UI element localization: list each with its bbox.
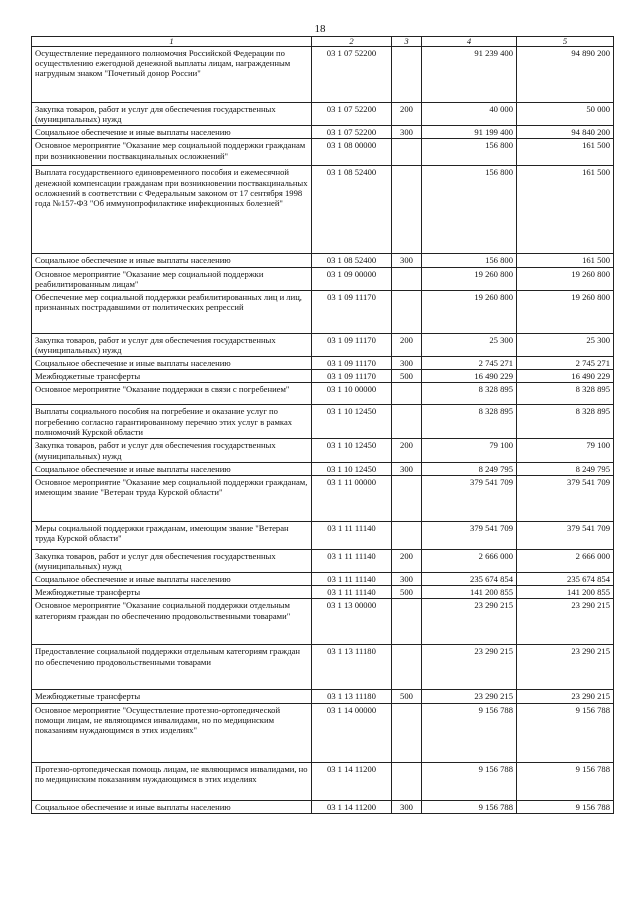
row-name: Предоставление социальной поддержки отдельным категориям граждан по обеспечению продовольственными товарами: [32, 645, 312, 690]
row-expense-type: 300: [392, 573, 422, 586]
row-code: 03 1 14 11200: [312, 762, 392, 800]
row-code: 03 1 11 00000: [312, 475, 392, 521]
column-header-1: 1: [32, 37, 312, 47]
row-value-col4: 8 328 895: [422, 383, 517, 405]
row-expense-type: [392, 383, 422, 405]
table-row: [32, 645, 614, 690]
row-name: Обеспечение мер социальной поддержки реабилитированных лиц и лиц, признанных пострадавшими от политических репрессий: [32, 290, 312, 333]
row-expense-type: 300: [392, 126, 422, 139]
row-value-col4: 40 000: [422, 103, 517, 126]
row-value-col4: 379 541 709: [422, 475, 517, 521]
row-value-col4: 2 666 000: [422, 549, 517, 572]
row-value-col4: 9 156 788: [422, 800, 517, 813]
row-value-col5: 9 156 788: [517, 762, 614, 800]
row-expense-type: 300: [392, 254, 422, 267]
row-expense-type: [392, 139, 422, 166]
row-value-col5: 161 500: [517, 254, 614, 267]
row-name: Социальное обеспечение и иные выплаты населению: [32, 800, 312, 813]
row-value-col5: 79 100: [517, 439, 614, 462]
table-row: [32, 690, 614, 703]
row-name: Основное мероприятие "Оказание мер социальной поддержки реабилитированным лицам": [32, 267, 312, 290]
row-code: 03 1 09 11170: [312, 290, 392, 333]
row-value-col5: 161 500: [517, 139, 614, 166]
row-name: Основное мероприятие "Оказание поддержки в связи с погребением": [32, 383, 312, 405]
table-row: [32, 267, 614, 290]
row-code: 03 1 14 11200: [312, 800, 392, 813]
row-value-col5: 9 156 788: [517, 800, 614, 813]
row-expense-type: 200: [392, 103, 422, 126]
row-value-col5: 19 260 800: [517, 290, 614, 333]
row-name: Меры социальной поддержки гражданам, имеющим звание "Ветеран труда Курской области": [32, 521, 312, 549]
row-value-col5: 8 328 895: [517, 405, 614, 439]
row-value-col4: 19 260 800: [422, 267, 517, 290]
row-value-col5: 161 500: [517, 166, 614, 254]
row-value-col4: 156 800: [422, 254, 517, 267]
row-code: 03 1 09 11170: [312, 370, 392, 383]
row-code: 03 1 09 11170: [312, 333, 392, 356]
row-name: Закупка товаров, работ и услуг для обеспечения государственных (муниципальных) нужд: [32, 103, 312, 126]
row-expense-type: 200: [392, 439, 422, 462]
table-row: [32, 762, 614, 800]
row-value-col5: 94 890 200: [517, 47, 614, 103]
column-number-row: [32, 37, 614, 47]
row-value-col4: 91 239 400: [422, 47, 517, 103]
row-value-col4: 379 541 709: [422, 521, 517, 549]
row-value-col4: 141 200 855: [422, 586, 517, 599]
row-value-col4: 9 156 788: [422, 703, 517, 762]
row-expense-type: 300: [392, 357, 422, 370]
row-name: Межбюджетные трансферты: [32, 370, 312, 383]
row-code: 03 1 07 52200: [312, 103, 392, 126]
row-value-col4: 8 328 895: [422, 405, 517, 439]
row-expense-type: [392, 645, 422, 690]
row-code: 03 1 10 00000: [312, 383, 392, 405]
row-name: Социальное обеспечение и иные выплаты населению: [32, 126, 312, 139]
row-name: Выплаты социального пособия на погребение и оказание услуг по погребению согласно гарантированному перечню этих услуг в рамках полномочий Курской области: [32, 405, 312, 439]
table-row: [32, 549, 614, 572]
table-row: [32, 383, 614, 405]
row-expense-type: [392, 290, 422, 333]
row-value-col4: 156 800: [422, 166, 517, 254]
row-code: 03 1 11 11140: [312, 549, 392, 572]
table-row: [32, 166, 614, 254]
table-row: [32, 357, 614, 370]
table-row: [32, 703, 614, 762]
row-value-col5: 8 328 895: [517, 383, 614, 405]
row-expense-type: [392, 267, 422, 290]
table-row: [32, 290, 614, 333]
row-expense-type: [392, 599, 422, 645]
row-code: 03 1 14 00000: [312, 703, 392, 762]
row-code: 03 1 13 11180: [312, 645, 392, 690]
row-name: Социальное обеспечение и иные выплаты населению: [32, 254, 312, 267]
row-value-col5: 23 290 215: [517, 690, 614, 703]
row-expense-type: [392, 475, 422, 521]
row-value-col4: 2 745 271: [422, 357, 517, 370]
row-value-col5: 141 200 855: [517, 586, 614, 599]
row-value-col5: 16 490 229: [517, 370, 614, 383]
row-expense-type: [392, 405, 422, 439]
row-value-col4: 79 100: [422, 439, 517, 462]
table-row: [32, 370, 614, 383]
row-code: 03 1 08 00000: [312, 139, 392, 166]
row-code: 03 1 11 11140: [312, 586, 392, 599]
row-value-col5: 19 260 800: [517, 267, 614, 290]
table-row: [32, 333, 614, 356]
table-row: [32, 126, 614, 139]
column-header-4: 4: [422, 37, 517, 47]
table-row: [32, 475, 614, 521]
row-expense-type: [392, 762, 422, 800]
row-name: Основное мероприятие "Оказание мер социальной поддержки гражданам, имеющим звание "Ветеран труда Курской области": [32, 475, 312, 521]
row-name: Выплата государственного единовременного пособия и ежемесячной денежной компенсации гражданам при возникновении поствакцинальных осложнений в соответствии с Федеральным законом от 17 сентября 1998 года №157-ФЗ "Об иммунопрофилактике инфекционных болезней": [32, 166, 312, 254]
row-expense-type: [392, 703, 422, 762]
row-value-col4: 9 156 788: [422, 762, 517, 800]
row-expense-type: 200: [392, 333, 422, 356]
page-number: 18: [314, 23, 326, 35]
row-expense-type: 500: [392, 370, 422, 383]
row-expense-type: 500: [392, 586, 422, 599]
row-value-col5: 94 840 200: [517, 126, 614, 139]
row-value-col4: 235 674 854: [422, 573, 517, 586]
row-name: Социальное обеспечение и иные выплаты населению: [32, 573, 312, 586]
row-value-col5: 9 156 788: [517, 703, 614, 762]
row-value-col4: 25 300: [422, 333, 517, 356]
row-value-col4: 156 800: [422, 139, 517, 166]
row-name: Основное мероприятие "Оказание мер социальной поддержки гражданам при возникновении поствакцинальных осложнений": [32, 139, 312, 166]
table-row: [32, 800, 614, 813]
row-name: Закупка товаров, работ и услуг для обеспечения государственных (муниципальных) нужд: [32, 549, 312, 572]
row-name: Межбюджетные трансферты: [32, 690, 312, 703]
row-name: Закупка товаров, работ и услуг для обеспечения государственных (муниципальных) нужд: [32, 439, 312, 462]
row-name: Основное мероприятие "Оказание социальной поддержки отдельным категориям граждан по обеспечению продовольственными товарами": [32, 599, 312, 645]
row-value-col5: 25 300: [517, 333, 614, 356]
row-code: 03 1 07 52200: [312, 126, 392, 139]
row-code: 03 1 10 12450: [312, 405, 392, 439]
column-header-3: 3: [392, 37, 422, 47]
table-row: [32, 521, 614, 549]
column-header-2: 2: [312, 37, 392, 47]
row-value-col4: 91 199 400: [422, 126, 517, 139]
row-value-col4: 19 260 800: [422, 290, 517, 333]
table-row: [32, 139, 614, 166]
row-value-col5: 23 290 215: [517, 645, 614, 690]
row-name: Протезно-ортопедическая помощь лицам, не являющимся инвалидами, но по медицинским показаниям нуждающимся в этих изделиях: [32, 762, 312, 800]
row-code: 03 1 11 11140: [312, 573, 392, 586]
row-expense-type: 300: [392, 462, 422, 475]
table-row: [32, 462, 614, 475]
row-name: Основное мероприятие "Осуществление протезно-ортопедической помощи лицам, не являющимся инвалидами, но по медицинским показаниям нуждающимся в этих изделиях": [32, 703, 312, 762]
row-value-col5: 2 666 000: [517, 549, 614, 572]
row-value-col5: 379 541 709: [517, 521, 614, 549]
row-value-col5: 50 000: [517, 103, 614, 126]
row-code: 03 1 08 52400: [312, 166, 392, 254]
column-header-5: 5: [517, 37, 614, 47]
row-value-col5: 235 674 854: [517, 573, 614, 586]
row-name: Межбюджетные трансферты: [32, 586, 312, 599]
row-code: 03 1 13 11180: [312, 690, 392, 703]
table-row: [32, 439, 614, 462]
table-row: [32, 405, 614, 439]
row-expense-type: [392, 166, 422, 254]
table-row: [32, 254, 614, 267]
table-row: [32, 586, 614, 599]
row-expense-type: 300: [392, 800, 422, 813]
row-value-col5: 2 745 271: [517, 357, 614, 370]
table-row: [32, 599, 614, 645]
row-name: Закупка товаров, работ и услуг для обеспечения государственных (муниципальных) нужд: [32, 333, 312, 356]
budget-table: [31, 36, 614, 814]
row-code: 03 1 10 12450: [312, 439, 392, 462]
table-body: [32, 47, 614, 814]
row-value-col5: 23 290 215: [517, 599, 614, 645]
row-expense-type: [392, 521, 422, 549]
row-expense-type: [392, 47, 422, 103]
row-expense-type: 500: [392, 690, 422, 703]
row-code: 03 1 13 00000: [312, 599, 392, 645]
row-value-col4: 23 290 215: [422, 690, 517, 703]
row-value-col4: 23 290 215: [422, 645, 517, 690]
row-code: 03 1 08 52400: [312, 254, 392, 267]
row-value-col4: 16 490 229: [422, 370, 517, 383]
row-value-col4: 23 290 215: [422, 599, 517, 645]
table-row: [32, 573, 614, 586]
row-expense-type: 200: [392, 549, 422, 572]
row-code: 03 1 09 11170: [312, 357, 392, 370]
row-code: 03 1 11 11140: [312, 521, 392, 549]
row-value-col5: 8 249 795: [517, 462, 614, 475]
row-code: 03 1 09 00000: [312, 267, 392, 290]
row-value-col4: 8 249 795: [422, 462, 517, 475]
row-code: 03 1 07 52200: [312, 47, 392, 103]
row-name: Социальное обеспечение и иные выплаты населению: [32, 462, 312, 475]
table-row: [32, 47, 614, 103]
row-code: 03 1 10 12450: [312, 462, 392, 475]
row-name: Осуществление переданного полномочия Российской Федерации по осуществлению ежегодной денежной выплаты лицам, награжденным нагрудным знаком "Почетный донор России": [32, 47, 312, 103]
row-value-col5: 379 541 709: [517, 475, 614, 521]
row-name: Социальное обеспечение и иные выплаты населению: [32, 357, 312, 370]
table-row: [32, 103, 614, 126]
